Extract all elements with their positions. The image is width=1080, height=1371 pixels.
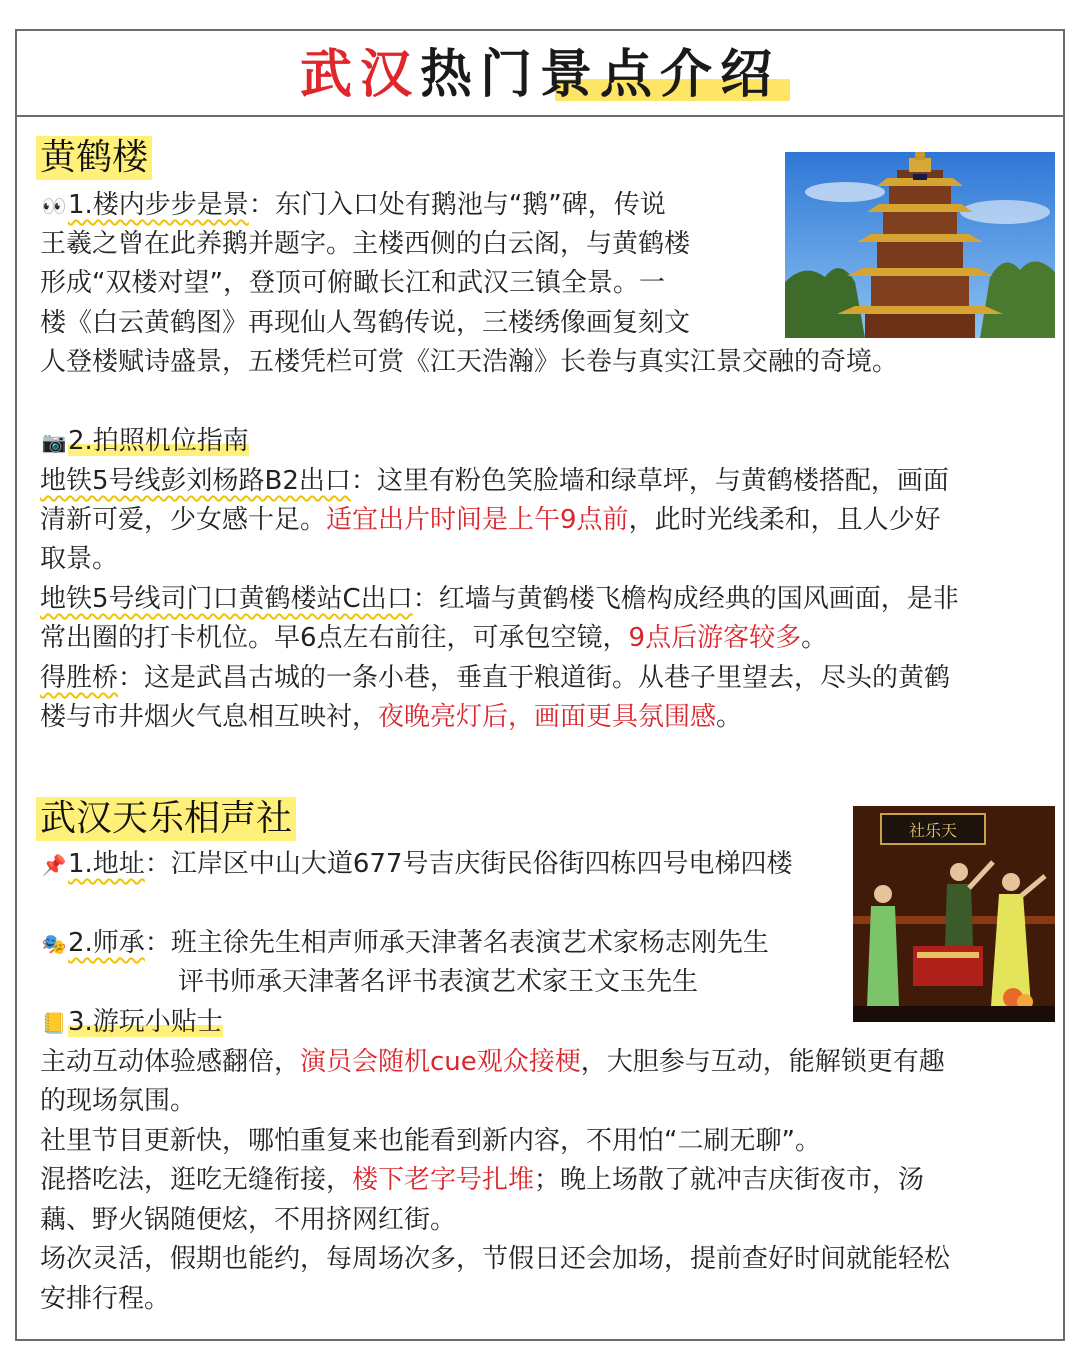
spot1-line2	[40, 502, 941, 538]
spot3-line1	[40, 660, 950, 696]
tip3-text-b: ；晚上场散了就冲吉庆街夜市，汤	[534, 1165, 925, 1195]
item1-line2: 王羲之曾在此养鹅并题字。主楼西侧的白云阁，与黄鹤楼	[40, 229, 691, 259]
spot1-name: 地铁5号线彭刘杨路B2出口	[40, 466, 351, 496]
tip1-red-text: 演员会随机cue观众接梗	[300, 1047, 581, 1077]
notebook-icon: 📒	[41, 1011, 67, 1035]
crosstalk-stage-photo	[853, 806, 1055, 1022]
tip3-line2: 藕、野火锅随便炫，不用挤网红街。	[40, 1205, 457, 1235]
item1-line1	[40, 187, 666, 224]
spot2-text1: ：红墙与黄鹤楼飞檐构成经典的国风画面，是非	[412, 584, 959, 614]
s2-item3-label: 3.游玩小贴士	[68, 1007, 223, 1037]
item1-line3: 形成“双楼对望”，登顶可俯瞰长江和武汉三镇全景。一	[40, 268, 665, 298]
lineage-text1: ：班主徐先生相声师承天津著名表演艺术家杨志刚先生	[144, 928, 769, 958]
camera-icon: 📷	[41, 430, 67, 454]
spot1-text2a: 清新可爱，少女感十足。	[40, 505, 327, 535]
item1-line5: 人登楼赋诗盛景，五楼凭栏可赏《江天浩瀚》长卷与真实江景交融的奇境。	[40, 347, 899, 377]
spot2-text2a: 常出圈的打卡机位。早6点左右前往，可承包空镜，	[40, 623, 629, 653]
s2-item3-heading	[40, 1004, 223, 1041]
tip2-line: 社里节目更新快，哪怕重复来也能看到新内容，不用怕“二刷无聊”。	[40, 1126, 821, 1156]
section-heading-yellow-crane-tower: 黄鹤楼	[36, 136, 152, 180]
spot3-red-text: 夜晚亮灯后，画面更具氛围感	[378, 702, 717, 732]
spot2-name: 地铁5号线司门口黄鹤楼站C出口	[40, 584, 413, 614]
spot2-red-text: 9点后游客较多	[628, 623, 802, 653]
s2-item2-line1	[40, 925, 769, 962]
tip3-red-text: 楼下老字号扎堆	[352, 1165, 535, 1195]
tip1-line1	[40, 1044, 945, 1080]
spot2-line1	[40, 581, 959, 617]
tip1-text-b: ，大胆参与互动，能解锁更有趣	[580, 1047, 945, 1077]
spot3-text2b: 。	[716, 702, 743, 732]
title-bar	[15, 29, 1065, 117]
page-title	[300, 45, 780, 105]
spot3-text1: ：这是武昌古城的一条小巷，垂直于粮道街。从巷子里望去，尽头的黄鹤	[118, 663, 951, 693]
spot2-text2b: 。	[801, 623, 828, 653]
item1-text: ：东门入口处有鹅池与“鹅”碑，传说	[248, 190, 666, 220]
item1-label: 1.楼内步步是景	[68, 190, 249, 220]
spot3-name: 得胜桥	[40, 663, 119, 693]
spot1-red-text: 适宜出片时间是上午9点前	[326, 505, 629, 535]
title-city: 武汉	[299, 45, 420, 105]
tip1-line2: 的现场氛围。	[40, 1086, 197, 1116]
tip4-line1: 场次灵活，假期也能约，每周场次多，节假日还会加场，提前查好时间就能轻松	[40, 1244, 951, 1274]
yellow-crane-tower-photo	[785, 152, 1055, 338]
s2-item1-line	[40, 846, 792, 883]
spot1-line1	[40, 463, 949, 499]
tip3-line1	[40, 1162, 924, 1198]
eyes-icon: 👀	[41, 194, 67, 218]
spot1-line3: 取景。	[40, 544, 119, 574]
tip1-text-a: 主动互动体验感翻倍，	[40, 1047, 301, 1077]
masks-icon: 🎭	[41, 932, 67, 956]
item2-label: 2.拍照机位指南	[68, 426, 249, 456]
item1-line4: 楼《白云黄鹤图》再现仙人驾鹤传说，三楼绣像画复刻文	[40, 308, 691, 338]
tip3-text-a: 混搭吃法，逛吃无缝衔接，	[40, 1165, 353, 1195]
s2-item2-line2: 评书师承天津著名评书表演艺术家王文玉先生	[178, 967, 699, 997]
spot1-text1: ：这里有粉色笑脸墙和绿草坪，与黄鹤楼搭配，画面	[350, 466, 949, 496]
spot1-text2b: ，此时光线柔和，且人少好	[628, 505, 941, 535]
spot3-text2a: 楼与市井烟火气息相互映衬，	[40, 702, 379, 732]
s2-item2-label: 2.师承	[68, 928, 145, 958]
s2-item1-label: 1.地址	[68, 849, 145, 879]
spot3-line2	[40, 699, 742, 735]
item2-heading	[40, 423, 249, 460]
pushpin-icon: 📌	[41, 853, 67, 877]
title-rest: 热门景点介绍	[420, 45, 781, 105]
section-heading-tianle-crosstalk: 武汉天乐相声社	[36, 797, 296, 841]
stage-sign: 社乐天	[908, 821, 958, 840]
tip4-line2: 安排行程。	[40, 1284, 171, 1314]
address-text: ：江岸区中山大道677号吉庆街民俗街四栋四号电梯四楼	[144, 849, 793, 879]
spot2-line2	[40, 620, 827, 656]
